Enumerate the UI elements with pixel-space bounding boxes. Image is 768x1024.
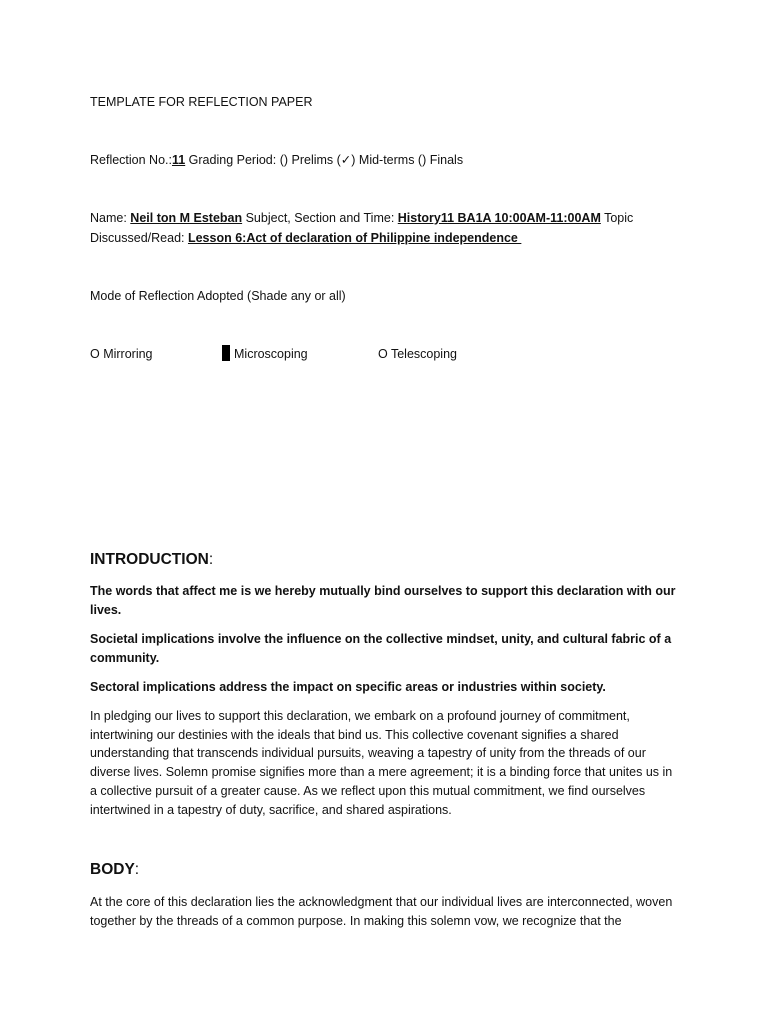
topic-label-a: Topic — [600, 211, 634, 225]
mode-telescoping: O Telescoping — [378, 347, 457, 361]
reflection-line — [90, 150, 463, 170]
body-heading-colon: : — [134, 861, 140, 878]
body-heading — [90, 860, 139, 880]
template-title: TEMPLATE FOR REFLECTION PAPER — [90, 95, 313, 109]
body-paragraph: At the core of this declaration lies the acknowledgment that our individual lives are interconnected, woven together by the threads of a common purpose. In making this solemn vow, we recognize that the — [90, 895, 673, 928]
introduction-heading-text: INTRODUCTION — [90, 551, 209, 568]
introduction-bold-3: Sectoral implications address the impact on specific areas or industries within society. — [90, 680, 606, 694]
subject-label: Subject, Section and Time: — [242, 211, 398, 225]
subject-value: History11 BA1A 10:00AM-11:00AM — [397, 211, 601, 225]
introduction-heading-colon: : — [208, 551, 214, 568]
identity-line-1 — [90, 208, 633, 228]
introduction-bold-1: The words that affect me is we hereby mutually bind ourselves to support this declaration with our lives. — [90, 584, 676, 617]
introduction-heading — [90, 550, 213, 570]
mode-mirroring: O Mirroring — [90, 347, 153, 361]
introduction-paragraph: In pledging our lives to support this declaration, we embark on a profound journey of commitment, intertwining our destinies with the ideals that bind us. This collective covenant signifies a shared understanding that transcends individual pursuits, weaving a tapestry of unity from the threads of our diverse lives. Solemn promise signifies more than a mere agreement; it is a binding force that unites us in a collective pursuit of a greater cause. As we reflect upon this mutual commitment, we find ourselves intertwined in a tapestry of duty, sacrifice, and shared aspirations. — [90, 709, 673, 817]
mode-microscoping — [222, 344, 308, 364]
grading-period-text: Grading Period: () Prelims (✓) Mid-terms () Finals — [185, 153, 464, 167]
reflection-number: 11 — [171, 153, 186, 167]
mode-prompt: Mode of Reflection Adopted (Shade any or all) — [90, 289, 346, 303]
reflection-label: Reflection No.: — [90, 153, 172, 167]
topic-label-b: Discussed/Read: — [90, 231, 188, 245]
topic-value: Lesson 6:Act of declaration of Philippine independence — [187, 231, 522, 245]
mode-microscoping-label: Microscoping — [234, 347, 308, 361]
name-value: Neil ton M Esteban — [130, 211, 243, 225]
identity-line-2 — [90, 228, 521, 248]
shaded-box-icon — [222, 345, 230, 361]
introduction-bold-2: Societal implications involve the influence on the collective mindset, unity, and cultural fabric of a community. — [90, 632, 672, 665]
body-heading-text: BODY — [90, 861, 135, 878]
name-label: Name: — [90, 211, 131, 225]
